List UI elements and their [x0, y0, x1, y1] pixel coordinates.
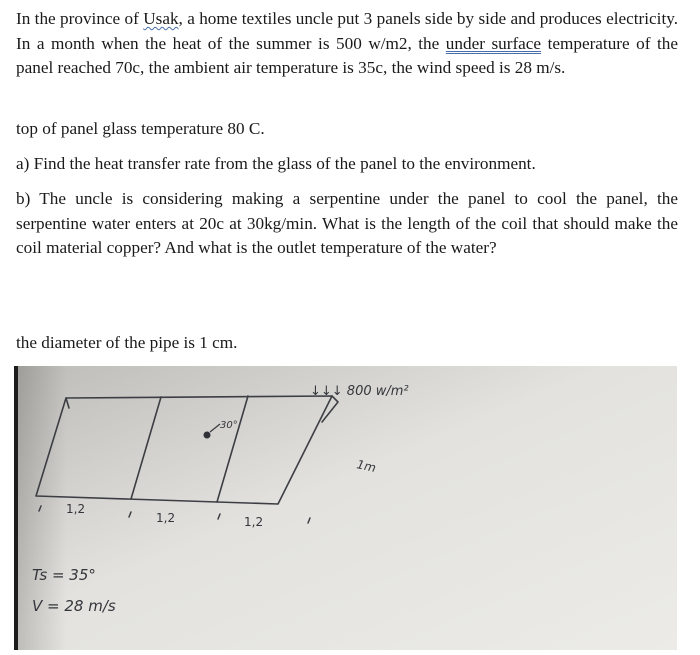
- under-surface-phrase: under surface: [445, 33, 542, 53]
- question-b: b) The uncle is considering making a serpentine under the panel to cool the panel, the serpentine water enters at 20c at 30kg/min. What is the length of the coil that should make the coil material copper? And what is the outlet temperature of the water?: [16, 189, 678, 257]
- angle-note: 30°: [220, 420, 238, 431]
- place-name: Usak: [143, 9, 179, 28]
- panel-height-note: 1m: [355, 457, 378, 475]
- width-label-2: 1,2: [156, 511, 176, 525]
- wind-speed-note: V = 28 m/s: [32, 597, 116, 615]
- problem-intro: [16, 7, 678, 81]
- intro-text-d: temperature of the panel reached 70c, the ambient air temperature is 35c, the wind speed is 28 m/s.: [16, 33, 678, 77]
- intro-text-a: In the province of: [16, 9, 144, 28]
- glass-temperature-line: top of panel glass temperature 80 C.: [16, 119, 265, 138]
- handwritten-sketch-photo: [14, 366, 677, 650]
- question-a: a) Find the heat transfer rate from the glass of the panel to the environment.: [16, 154, 536, 173]
- photo-left-edge: [14, 366, 18, 650]
- surface-temperature-note: Ts = 35°: [32, 566, 96, 584]
- intro-text-b: , a home textiles uncle put 3 panels side by side and produces electricity. In a month when the heat of the summer is 500 w/m2, the: [16, 9, 678, 53]
- width-label-3: 1,2: [244, 515, 264, 529]
- width-label-1: 1,2: [66, 502, 86, 516]
- irradiance-note: ↓↓↓ 800 w/m²: [310, 384, 409, 399]
- angle-marker-dot: [204, 432, 211, 439]
- pipe-diameter-line: the diameter of the pipe is 1 cm.: [16, 333, 238, 352]
